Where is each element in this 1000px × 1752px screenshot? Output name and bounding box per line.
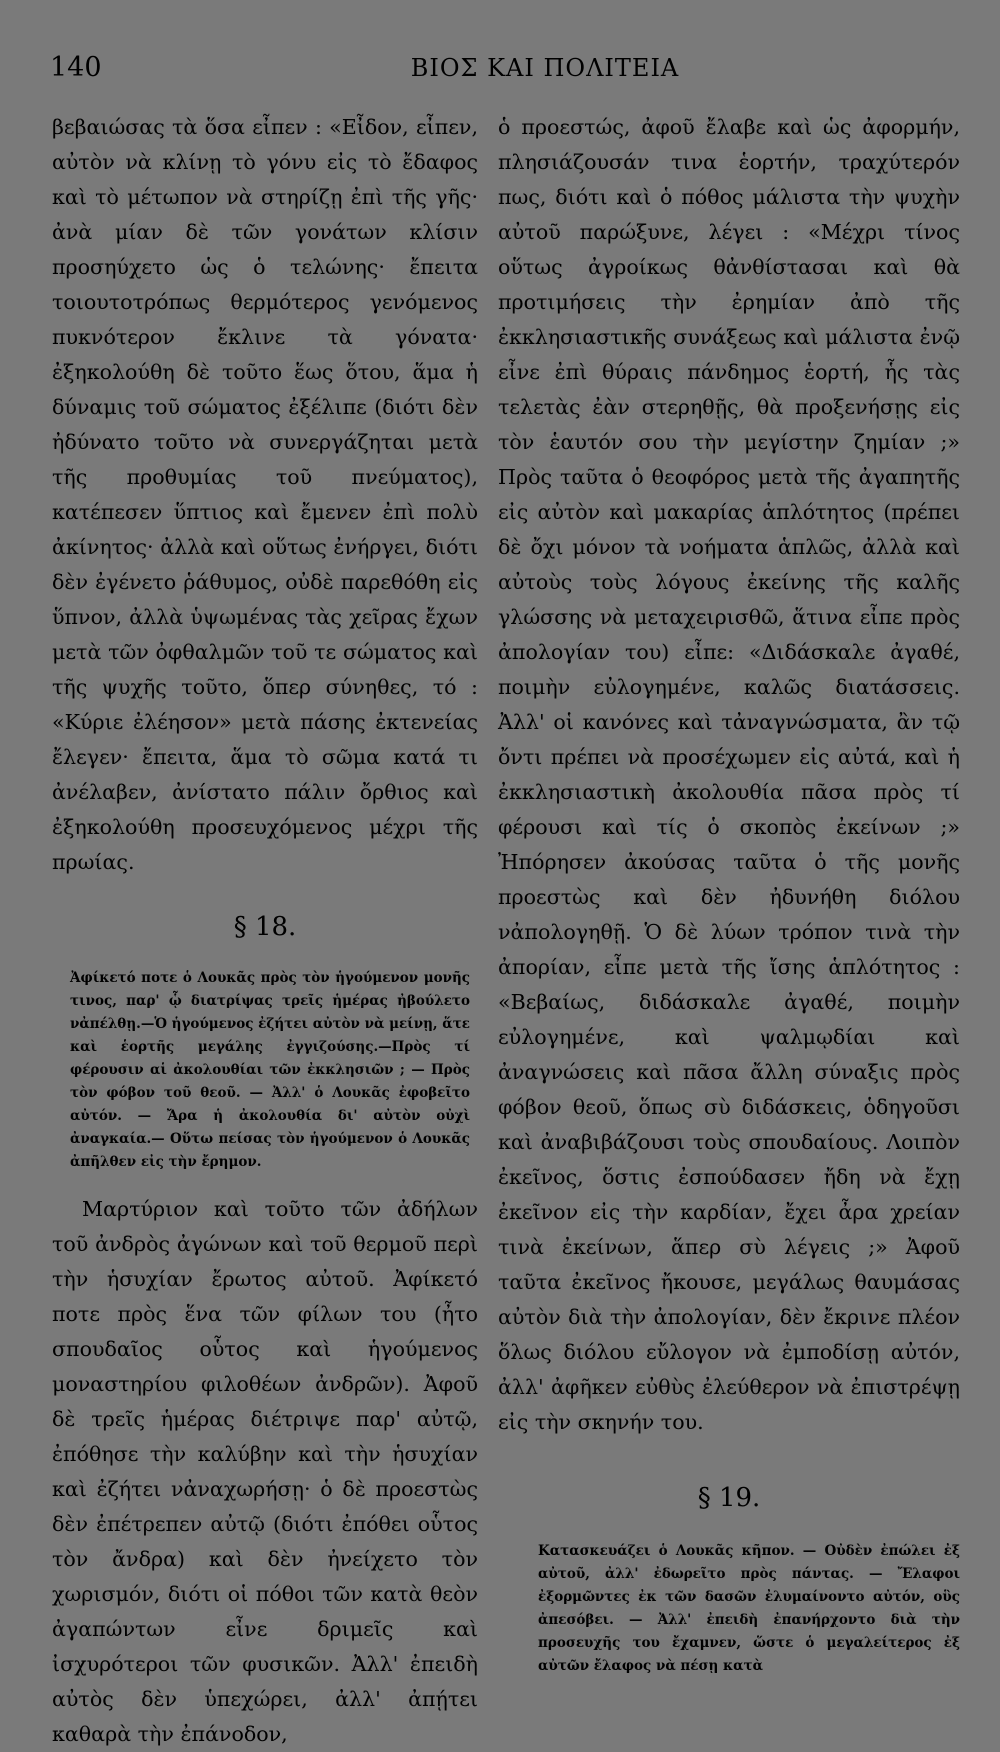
right-paragraph-1: ὁ προεστώς, ἀφοῦ ἔλαβε καὶ ὡς ἀφορμήν, πλησιάζουσάν τινα ἑορτήν, τραχύτερόν πως, διότι καὶ ὁ πόθος μάλιστα τὴν ψυχὴν αὐτοῦ παρώξυνε, λέγει : «Μέχρι τίνος οὕτως ἀγροίκως θἀνθίστασαι καὶ θὰ προτιμήσεις τὴν ἐρημίαν ἀπὸ τῆς ἐκκλησιαστικῆς συνάξεως καὶ μάλιστα ἐνῷ εἶνε ἐπὶ θύραις πάνδημος ἑορτή, ἧς τὰς τελετὰς ἐὰν στερηθῇς, θὰ προξενήσῃς εἰς τὸν ἑαυτόν σου τὴν μεγίστην ζημίαν ;» Πρὸς ταῦτα ὁ θεοφόρος μετὰ τῆς ἀγαπητῆς εἰς αὐτὸν καὶ μακαρίας ἁπλότητος (πρέπει δὲ ὄχι μόνον τὰ νοήματα ἁπλῶς, ἀλλὰ καὶ αὐτοὺς τοὺς λόγους ἐκείνης τῆς καλῆς γλώσσης νὰ μεταχειρισθῶ, ἅτινα εἶπε πρὸς ἀπολογίαν του) εἶπε: «Διδάσκαλε ἀγαθέ, ποιμὴν εὐλογημένε, καλῶς διατάσσεις. Ἀλλ' οἱ κανόνες καὶ τἀναγνώσματα, ἂν τῷ ὄντι πρέπει νὰ προσέχωμεν εἰς αὐτά, καὶ ἡ ἐκκλησιαστικὴ ἀκολουθία πᾶσα πρὸς τί φέρουσι καὶ τίς ὁ σκοπὸς ἐκείνων ;» Ἠπόρησεν ἀκούσας ταῦτα ὁ τῆς μονῆς προεστὼς καὶ δὲν ἠδυνήθη διόλου νἀπολογηθῇ. Ὁ δὲ λύων τρόπον τινὰ τὴν ἀπορίαν, εἶπε μετὰ τῆς ἴσης ἁπλότητος : «Βεβαίως, διδάσκαλε ἀγαθέ, ποιμὴν εὐλογημένε, καὶ ψαλμῳδίαι καὶ ἀναγνώσεις καὶ πᾶσα ἄλλη σύναξις πρὸς φόβον θεοῦ, ὅπως σὺ διδάσκεις, ὁδηγοῦσι καὶ ἀναβιβάζουσι τοὺς σπουδαίους. Λοιπὸν ἐκεῖνος, ὅστις ἐσπούδασεν ἤδη νὰ ἔχῃ ἐκεῖνον εἰς τὴν καρδίαν, ἔχει ἆρα χρείαν τινὰ ἐκείνων, ἅπερ σὺ λέγεις ;» Ἀφοῦ ταῦτα ἐκεῖνος ἤκουσε, μεγάλως θαυμάσας αὐτὸν διὰ τὴν ἀπολογίαν, δὲν ἔκρινε πλέον ὅλως διόλου εὔλογον νὰ ἐμποδίσῃ αὐτόν, ἀλλ' ἀφῆκεν εὐθὺς ἐλεύθερον νὰ ἐπιστρέψῃ εἰς τὴν σκηνήν του. <box>498 115 960 1434</box>
section-heading-19: § 19. <box>697 1483 761 1513</box>
section-18-summary: Ἀφίκετό ποτε ὁ Λουκᾶς πρὸς τὸν ἡγούμενον μονῆς τινος, παρ' ᾧ διατρίψας τρεῖς ἡμέρας ἠβούλετο νἀπέλθῃ.—Ὁ ἡγούμενος ἐζήτει αὐτὸν νὰ μείνῃ, ἅτε καὶ ἑορτῆς μεγάλης ἐγγιζούσης.—Πρὸς τί φέρουσιν αἱ ἀκολουθίαι τῶν ἐκκλησιῶν ; — Πρὸς τὸν φόβον τοῦ θεοῦ. — Ἀλλ' ὁ Λουκᾶς ἐφοβεῖτο αὐτόν. — Ἄρα ἡ ἀκολουθία δι' αὐτὸν οὐχὶ ἀναγκαία.— Οὕτω πείσας τὸν ἡγούμενον ὁ Λουκᾶς ἀπῆλθεν εἰς τὴν ἔρημον. <box>70 970 470 1170</box>
page-header <box>50 52 970 92</box>
left-paragraph-1: βεβαιώσας τὰ ὅσα εἶπεν : «Εἶδον, εἶπεν, αὐτὸν νὰ κλίνῃ τὸ γόνυ εἰς τὸ ἔδαφος καὶ τὸ μέτωπον νὰ στηρίζῃ ἐπὶ τῆς γῆς· ἀνὰ μίαν δὲ τῶν γονάτων κλίσιν προσηύχετο ὡς ὁ τελώνης· ἔπειτα τοιουτοτρόπως θερμότερος γενόμενος πυκνότερον ἔκλινε τὰ γόνατα· ἐξηκολούθη δὲ τοῦτο ἕως ὅτου, ἅμα ἡ δύναμις τοῦ σώματος ἐξέλιπε (διότι δὲν ἠδύνατο τοῦτο νὰ συνεργάζηται μετὰ τῆς προθυμίας τοῦ πνεύματος), κατέπεσεν ὕπτιος καὶ ἔμενεν ἐπὶ πολὺ ἀκίνητος· ἀλλὰ καὶ οὕτως ἐνήργει, διότι δὲν ἐγένετο ῥάθυμος, οὐδὲ παρεθόθη εἰς ὕπνον, ἀλλὰ ὑψωμένας τὰς χεῖρας ἔχων μετὰ τῶν ὀφθαλμῶν τοῦ τε σώματος καὶ τῆς ψυχῆς τοῦτο, ὅπερ σύνηθες, τό : «Κύριε ἐλέησον» μετὰ πάσης ἐκτενείας ἔλεγεν· ἔπειτα, ἅμα τὸ σῶμα κατά τι ἀνέλαβεν, ἀνίστατο πάλιν ὄρθιος καὶ ἐξηκολούθη προσευχόμενος μέχρι τῆς πρωίας. <box>52 115 478 874</box>
left-column <box>52 110 478 1752</box>
section-19-summary: Κατασκευάζει ὁ Λουκᾶς κῆπον. — Οὐδὲν ἐπώλει ἐξ αὐτοῦ, ἀλλ' ἐδωρεῖτο πρὸς πάντας. — Ἔλαφοι ἐξορμῶντες ἐκ τῶν δασῶν ἐλυμαίνοντο αὐτόν, οὓς ἀπεσόβει. — Ἀλλ' ἐπειδὴ ἐπανήρχοντο διὰ τὴν προσευχῆς του ἔχαμνεν, ὥστε ὁ μεγαλείτερος ἐξ αὐτῶν ἔλαφος νὰ πέσῃ κατὰ <box>538 1543 960 1674</box>
page-number: 140 <box>50 52 102 83</box>
section-heading-18: § 18. <box>233 912 297 942</box>
running-head: ΒΙΟΣ ΚΑΙ ΠΟΛΙΤΕΙΑ <box>410 54 680 82</box>
left-paragraph-2: Μαρτύριον καὶ τοῦτο τῶν ἀδήλων τοῦ ἀνδρὸς ἀγώνων καὶ τοῦ θερμοῦ περὶ τὴν ἡσυχίαν ἔρωτος αὐτοῦ. Ἀφίκετό ποτε πρὸς ἕνα τῶν φίλων του (ἦτο σπουδαῖος οὗτος καὶ ἡγούμενος μοναστηρίου φιλοθέων ἀνδρῶν). Ἀφοῦ δὲ τρεῖς ἡμέρας διέτριψε παρ' αὐτῷ, ἐπόθησε τὴν καλύβην καὶ τὴν ἡσυχίαν καὶ ἐζήτει νἀναχωρήσῃ· ὁ δὲ προεστὼς δὲν ἐπέτρεπεν αὐτῷ (διότι ἐπόθει οὗτος τὸν ἄνδρα) καὶ δὲν ἠνείχετο τὸν χωρισμόν, διότι οἱ πόθοι τῶν κατὰ θεὸν ἀγαπώντων εἶνε δριμεῖς καὶ ἰσχυρότεροι τῶν φυσικῶν. Ἀλλ' ἐπειδὴ αὐτὸς δὲν ὑπεχώρει, ἀλλ' ἀπῄτει καθαρὰ τὴν ἐπάνοδον, <box>52 1197 478 1746</box>
right-column <box>498 110 960 1678</box>
